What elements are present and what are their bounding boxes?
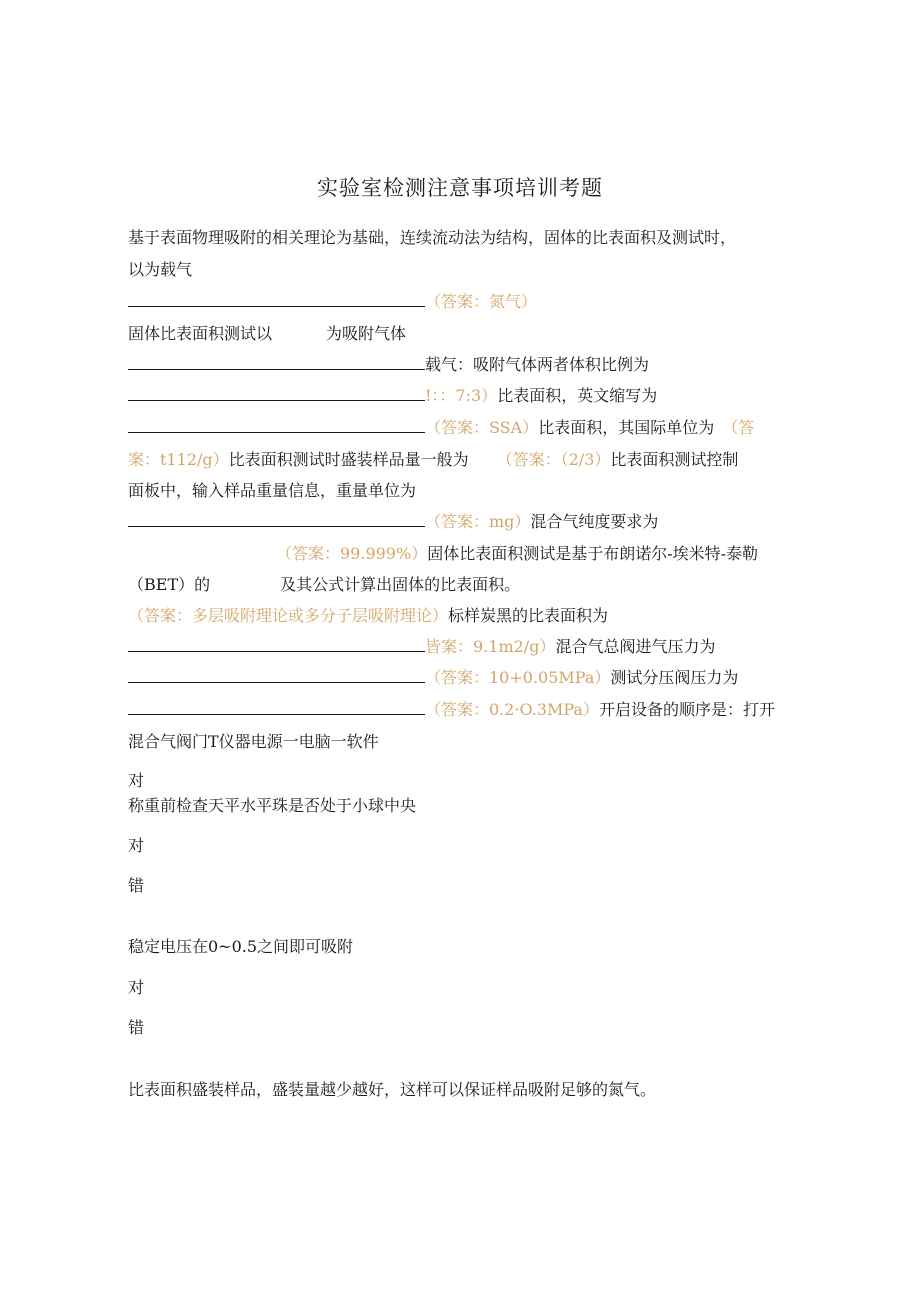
question-text: 混合气总阀进气压力为	[555, 637, 716, 656]
answer-text: 皆案：9.1m2/g）	[425, 637, 556, 656]
question-text-line: 基于表面物理吸附的相关理论为基础，连续流动法为结构，固体的比表面积及测试时，	[128, 228, 737, 247]
question-line	[128, 575, 520, 595]
answer-blank[interactable]	[128, 700, 425, 715]
answer-text: （答案：氮气）	[425, 292, 538, 311]
question-line	[128, 637, 715, 657]
answer-text: （答案：10+0.05MPa）	[425, 668, 611, 687]
question-line	[276, 544, 758, 564]
question-text-line: 以为载气	[128, 260, 193, 279]
question-text: 标样炭黑的比表面积为	[448, 606, 609, 625]
question-text: 比表面积测试控制	[610, 450, 739, 469]
true-false-question: 比表面积盛装样品，盛装量越少越好，这样可以保证样品吸附足够的氮气。	[128, 1080, 657, 1099]
answer-text: （答案：（2/3）	[496, 450, 611, 469]
answer-text: （答案：99.999%）	[276, 544, 428, 563]
question-line	[128, 606, 608, 626]
question-line	[128, 418, 754, 438]
answer-blank[interactable]	[128, 637, 425, 652]
question-text: 比表面积，其国际单位为	[538, 418, 715, 437]
answer-text: 案：t112/g）	[128, 450, 229, 469]
true-false-option[interactable]: 对	[128, 771, 145, 790]
question-text: 比表面积测试时盛装样品量一般为	[228, 450, 469, 469]
answer-text: （答案：0.2·O.3MPa）	[425, 700, 599, 719]
answer-text: （答	[722, 418, 755, 437]
question-text-line: 面板中，输入样品重量信息，重量单位为	[128, 481, 417, 500]
answer-text: !：：7:3）	[425, 386, 498, 405]
answer-blank[interactable]	[128, 668, 425, 683]
question-line	[128, 324, 406, 344]
question-text: 为吸附气体	[326, 324, 407, 343]
question-text: 开启设备的顺序是：打开	[598, 700, 775, 719]
answer-blank[interactable]	[128, 512, 425, 527]
true-false-option[interactable]: 错	[128, 876, 145, 895]
answer-blank[interactable]	[128, 355, 425, 370]
document-title: 实验室检测注意事项培训考题	[317, 176, 603, 200]
question-line	[128, 450, 738, 470]
question-text: 及其公式计算出固体的比表面积。	[280, 575, 521, 594]
true-false-question: 稳定电压在0~0.5之间即可吸附	[128, 937, 354, 956]
question-line	[128, 668, 738, 688]
question-line	[128, 386, 657, 406]
answer-text: （答案：mg）	[425, 512, 531, 531]
answer-text: （答案：SSA）	[425, 418, 539, 437]
question-text: 固体比表面积测试是基于布朗诺尔-埃米特-泰勒	[427, 544, 759, 563]
question-line	[128, 512, 658, 532]
answer-blank[interactable]	[128, 292, 425, 307]
true-false-option[interactable]: 对	[128, 836, 145, 855]
true-false-question: 称重前检查天平水平珠是否处于小球中央	[128, 796, 417, 815]
question-text: 比表面积，英文缩写为	[497, 386, 658, 405]
question-text: 固体比表面积测试以	[128, 324, 273, 343]
true-false-option[interactable]: 对	[128, 978, 145, 997]
question-line	[128, 292, 537, 312]
question-text: 混合气纯度要求为	[530, 512, 659, 531]
answer-blank[interactable]	[128, 386, 425, 401]
true-false-option[interactable]: 错	[128, 1018, 145, 1037]
question-text-line: 混合气阀门T仪器电源一电脑一软件	[128, 732, 379, 751]
answer-text: （答案：多层吸附理论或多分子层吸附理论）	[128, 606, 449, 625]
question-line	[128, 700, 775, 720]
answer-blank[interactable]	[128, 418, 425, 433]
question-text: （BET）的	[128, 575, 211, 594]
question-text: 测试分压阀压力为	[610, 668, 739, 687]
question-text: 载气：吸附气体两者体积比例为	[425, 355, 650, 374]
question-line	[128, 355, 649, 375]
